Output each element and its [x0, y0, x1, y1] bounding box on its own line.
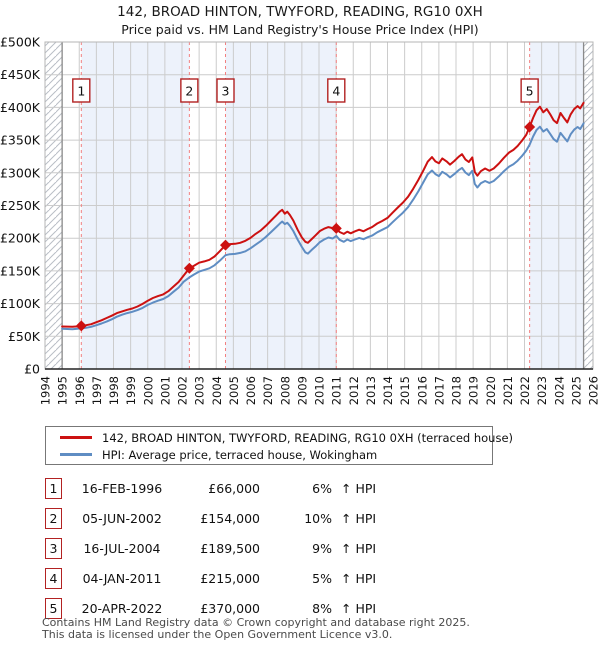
- svg-text:2003: 2003: [192, 376, 207, 406]
- svg-text:£250K: £250K: [0, 198, 40, 213]
- svg-text:2012: 2012: [346, 376, 361, 406]
- sale-number-badge: 3: [45, 538, 62, 559]
- license-footer: [42, 617, 470, 640]
- legend-item-property: [46, 429, 514, 446]
- svg-text:£50K: £50K: [7, 328, 40, 344]
- svg-text:£400K: £400K: [0, 99, 40, 115]
- svg-text:2001: 2001: [158, 376, 173, 406]
- svg-text:£100K: £100K: [0, 296, 40, 312]
- legend: [45, 426, 514, 465]
- svg-text:2022: 2022: [518, 376, 532, 406]
- svg-text:2014: 2014: [381, 376, 395, 406]
- svg-text:1997: 1997: [89, 376, 104, 406]
- sale-pct: 9%: [312, 540, 332, 556]
- sales-table: [45, 473, 565, 623]
- sale-vs-hpi: ↑ HPI: [341, 510, 377, 526]
- svg-text:2020: 2020: [483, 376, 498, 406]
- svg-text:2018: 2018: [449, 376, 464, 406]
- sale-pct: 6%: [312, 480, 332, 496]
- sale-row: [45, 563, 565, 593]
- svg-text:2009: 2009: [295, 376, 310, 406]
- svg-text:£500K: £500K: [0, 34, 40, 50]
- sale-price: £215,000: [200, 570, 260, 586]
- footer-line-2: This data is licensed under the Open Government Licence v3.0.: [42, 627, 393, 641]
- svg-text:2026: 2026: [586, 376, 600, 406]
- svg-text:1999: 1999: [124, 376, 139, 406]
- legend-item-hpi: [46, 446, 492, 463]
- svg-text:1: 1: [77, 83, 86, 99]
- svg-text:3: 3: [221, 83, 230, 99]
- sale-row: [45, 533, 565, 563]
- sale-row: [45, 503, 565, 533]
- sale-date: 05-JUN-2002: [82, 510, 162, 526]
- svg-text:1998: 1998: [107, 376, 121, 406]
- svg-text:£450K: £450K: [0, 67, 40, 83]
- sale-pct: 8%: [312, 600, 332, 616]
- sale-vs-hpi: ↑ HPI: [341, 540, 377, 556]
- svg-text:2010: 2010: [312, 376, 327, 406]
- sale-price: £189,500: [200, 540, 260, 556]
- sale-price: £154,000: [200, 510, 260, 526]
- svg-text:1994: 1994: [38, 376, 53, 406]
- legend-label-property: 142, BROAD HINTON, TWYFORD, READING, RG10 0XH (terraced house): [102, 430, 514, 445]
- sale-pct: 10%: [304, 510, 332, 526]
- svg-text:2023: 2023: [535, 376, 550, 406]
- svg-text:2005: 2005: [226, 376, 241, 406]
- page-title: 142, BROAD HINTON, TWYFORD, READING, RG10 0XH: [117, 4, 483, 20]
- sale-date: 16-JUL-2004: [83, 540, 161, 556]
- svg-text:£150K: £150K: [0, 263, 40, 279]
- svg-text:£200K: £200K: [0, 230, 40, 246]
- svg-text:£300K: £300K: [0, 165, 40, 181]
- sale-row: [45, 473, 565, 503]
- hpi-line-swatch: [60, 453, 92, 456]
- svg-text:2025: 2025: [569, 376, 584, 406]
- sale-date: 20-APR-2022: [81, 600, 163, 616]
- svg-text:£350K: £350K: [0, 132, 40, 148]
- page-subtitle: Price paid vs. HM Land Registry's House Price Index (HPI): [121, 22, 479, 37]
- svg-text:£0: £0: [24, 361, 40, 377]
- sale-number-badge: 1: [45, 478, 62, 499]
- svg-text:2002: 2002: [175, 376, 190, 406]
- svg-text:2021: 2021: [500, 376, 515, 406]
- sale-vs-hpi: ↑ HPI: [341, 480, 377, 496]
- sale-date: 16-FEB-1996: [81, 480, 163, 496]
- sale-number-badge: 2: [45, 508, 62, 529]
- sale-price: £66,000: [208, 480, 260, 496]
- svg-text:2024: 2024: [552, 376, 567, 406]
- property-line-swatch: [60, 436, 92, 439]
- svg-text:2004: 2004: [209, 376, 224, 406]
- svg-text:2008: 2008: [278, 376, 293, 406]
- sale-pct: 5%: [312, 570, 332, 586]
- svg-text:2015: 2015: [398, 376, 413, 406]
- svg-text:5: 5: [525, 83, 534, 99]
- sale-date: 04-JAN-2011: [82, 570, 162, 586]
- svg-text:1996: 1996: [72, 376, 87, 406]
- svg-text:1995: 1995: [55, 376, 70, 406]
- svg-text:2016: 2016: [415, 376, 430, 406]
- sale-number-badge: 4: [45, 568, 62, 589]
- sale-vs-hpi: ↑ HPI: [341, 570, 377, 586]
- sale-vs-hpi: ↑ HPI: [341, 600, 377, 616]
- svg-text:4: 4: [332, 83, 341, 99]
- svg-text:2007: 2007: [261, 376, 276, 406]
- svg-text:2011: 2011: [329, 376, 344, 406]
- svg-text:2017: 2017: [432, 376, 447, 406]
- footer-line-1: Contains HM Land Registry data © Crown copyright and database right 2025.: [42, 616, 470, 629]
- sale-number-badge: 5: [45, 598, 62, 619]
- legend-label-hpi: HPI: Average price, terraced house, Wokingham: [102, 447, 378, 462]
- svg-text:2000: 2000: [141, 376, 156, 406]
- sale-price: £370,000: [200, 600, 260, 616]
- svg-text:2019: 2019: [466, 376, 481, 406]
- svg-text:2006: 2006: [244, 376, 258, 406]
- svg-text:2013: 2013: [363, 376, 378, 406]
- svg-text:2: 2: [185, 83, 194, 99]
